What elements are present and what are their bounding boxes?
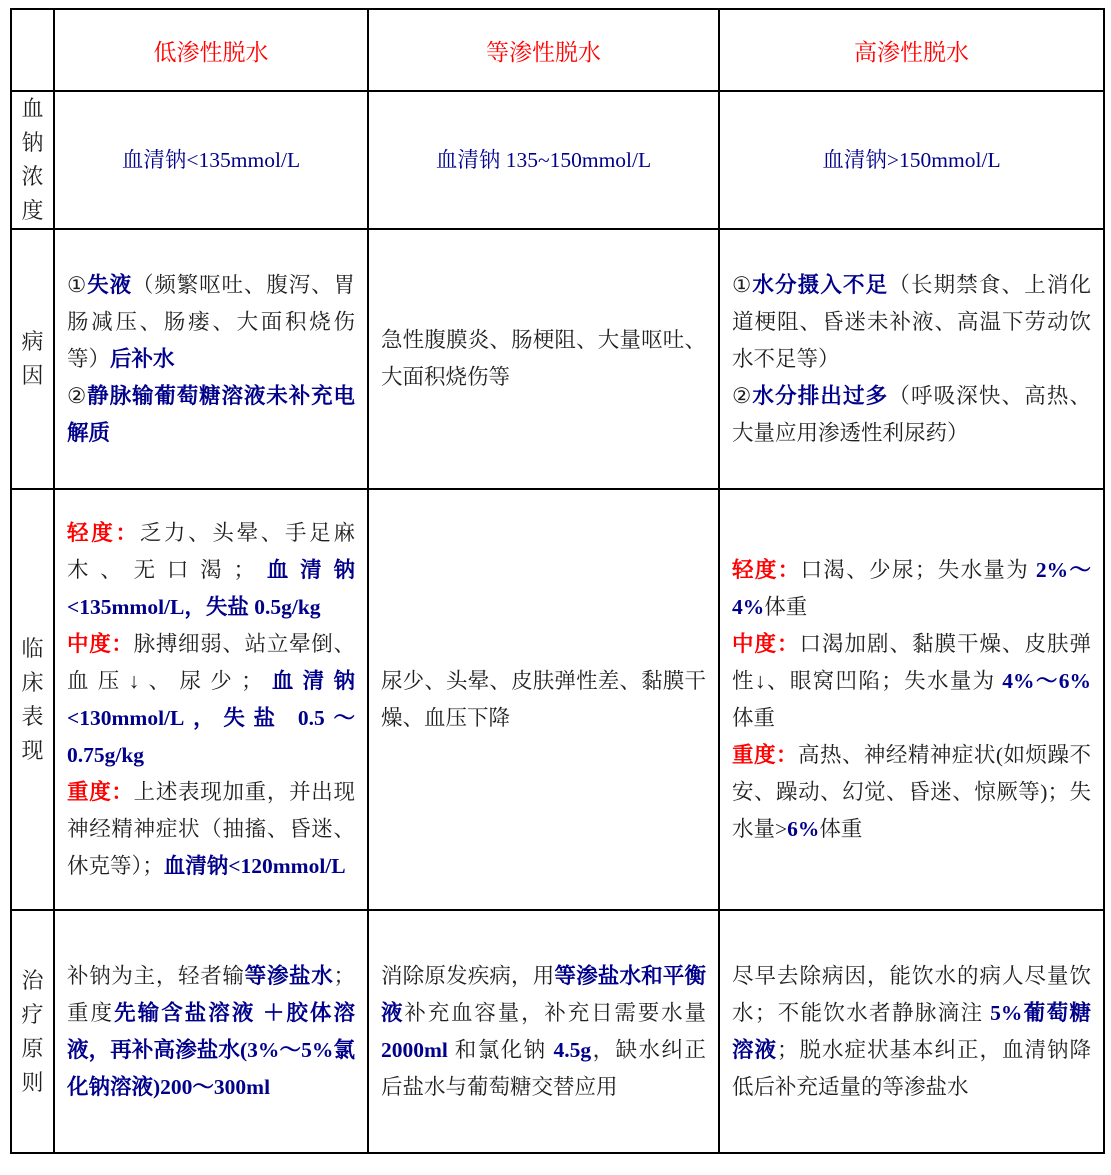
corner-cell [11,9,54,91]
text-segment: ① [732,272,753,297]
cell-clinical-col3 [719,489,1104,910]
paragraph [375,142,712,179]
row-label-treatment: 治疗原则 [11,910,54,1153]
text-segment: 等渗盐水 [244,963,334,988]
row-label-clinical: 临床表现 [11,489,54,910]
text-segment: 口渴加剧、黏膜干燥、皮肤弹性↓、眼窝凹陷；失水量为 [732,631,1091,693]
document-page [0,8,1111,1175]
cell-clinical-col1 [54,489,368,910]
cell-clinical-col2 [368,489,719,910]
paragraph [732,737,1091,848]
paragraph [732,378,1091,452]
table-row-sodium [11,91,1104,229]
table-row-clinical [11,489,1104,910]
text-segment: 等渗盐水和平衡液 [381,963,706,1025]
cell-treatment-col2 [368,910,719,1153]
text-segment: （呼吸深快、高热、大量应用渗透性利尿药） [732,383,1091,445]
row-label-sodium: 血钠浓度 [11,91,54,229]
text-segment: （频繁呕吐、腹泻、胃肠减压、肠瘘、大面积烧伤等） [67,272,355,371]
paragraph [61,142,361,179]
paragraph [732,267,1091,378]
text-segment: 中度： [732,631,800,656]
paragraph [67,378,355,452]
text-segment: 上述表现加重，并出现神经精神症状（抽搐、昏迷、休克等）； [67,779,355,878]
cell-sodium-col1 [54,91,368,229]
text-segment: ① [67,272,88,297]
paragraph [381,958,706,1106]
text-segment: 血清钠<120mmol/L [163,853,346,878]
text-segment: 2%～4% [732,558,1091,619]
column-header-isotonic: 等渗性脱水 [368,9,719,91]
text-segment: 补充血容量，补充日需要水量 [404,1000,706,1025]
text-segment: 血清钠 135~150mmol/L [435,147,652,172]
paragraph [67,515,355,626]
text-segment: 后补水 [110,346,175,371]
text-segment: ；重度 [67,963,355,1025]
paragraph [726,142,1097,179]
paragraph [381,663,706,737]
text-segment: 水分排出过多 [752,383,889,408]
cell-treatment-col3 [719,910,1104,1153]
text-segment: 2000ml [381,1037,448,1062]
paragraph [732,552,1091,626]
cell-etiology-col3 [719,229,1104,489]
paragraph [67,626,355,774]
table-header-row [11,9,1104,91]
text-segment: 6% [787,816,820,841]
text-segment: 体重 [732,705,776,730]
text-segment: 尿少、头晕、皮肤弹性差、黏膜干燥、血压下降 [381,668,706,730]
text-segment: ；脱水症状基本纠正，血清钠降低后补充适量的等渗盐水 [732,1037,1091,1099]
text-segment: 脉搏细弱、站立晕倒、血压↓、尿少； [67,631,355,693]
text-segment: 水分摄入不足 [752,272,889,297]
table-row-etiology [11,229,1104,489]
paragraph [67,267,355,378]
cell-sodium-col3 [719,91,1104,229]
column-header-hypertonic: 高渗性脱水 [719,9,1104,91]
text-segment: 口渴、少尿；失水量为 [800,558,1036,582]
text-segment: 乏力、头晕、手足麻木、无口渴； [67,521,355,582]
cell-treatment-col1 [54,910,368,1153]
text-segment: 血清钠<135mmol/L，失盐 0.5g/kg [67,558,355,619]
paragraph [381,322,706,396]
text-segment: 补钠为主，轻者输 [67,963,245,988]
text-segment: 轻度： [67,521,140,546]
text-segment: ，缺水纠正后盐水与葡萄糖交替应用 [381,1037,706,1099]
text-segment: 失液 [87,272,132,297]
text-segment: 血清钠<135mmol/L [121,147,301,172]
text-segment: 先输含盐溶液 ＋胶体溶液，再补高渗盐水(3%～5%氯化钠溶液)200～300ml [67,1000,355,1099]
text-segment: 重度： [67,779,134,804]
paragraph [732,958,1091,1106]
cell-sodium-col2 [368,91,719,229]
text-segment: 尽早去除病因，能饮水的病人尽量饮水；不能饮水者静脉滴注 [732,963,1091,1025]
text-segment: 4.5g [553,1037,592,1062]
text-segment: 中度： [67,631,134,656]
text-segment: 血清钠<130mmol/L，失盐 0.5～0.75g/kg [67,668,355,767]
dehydration-comparison-table [10,8,1105,1154]
text-segment: ② [67,383,88,408]
text-segment: 急性腹膜炎、肠梗阻、大量呕吐、大面积烧伤等 [381,328,706,390]
text-segment: 体重 [819,816,863,841]
cell-etiology-col2 [368,229,719,489]
paragraph [732,626,1091,737]
text-segment: 重度： [732,742,798,767]
text-segment: 血清钠>150mmol/L [822,147,1001,172]
text-segment: ② [732,383,753,408]
text-segment: 4%～6% [1002,668,1091,693]
text-segment: 体重 [764,594,808,619]
text-segment: 和氯化钠 [447,1037,554,1062]
paragraph [67,774,355,885]
text-segment: 5%葡萄糖溶液 [732,1000,1091,1062]
text-segment: （长期禁食、上消化道梗阻、昏迷未补液、高温下劳动饮水不足等） [732,272,1091,371]
text-segment: 消除原发疾病，用 [381,963,555,988]
paragraph [67,958,355,1106]
text-segment: 静脉输葡萄糖溶液未补充电解质 [67,383,355,445]
table-row-treatment [11,910,1104,1153]
cell-etiology-col1 [54,229,368,489]
column-header-hypotonic: 低渗性脱水 [54,9,368,91]
table-body [11,91,1104,1153]
row-label-etiology: 病因 [11,229,54,489]
text-segment: 高热、神经精神症状(如烦躁不安、躁动、幻觉、昏迷、惊厥等)；失水量> [732,742,1091,841]
text-segment: 轻度： [732,558,801,582]
